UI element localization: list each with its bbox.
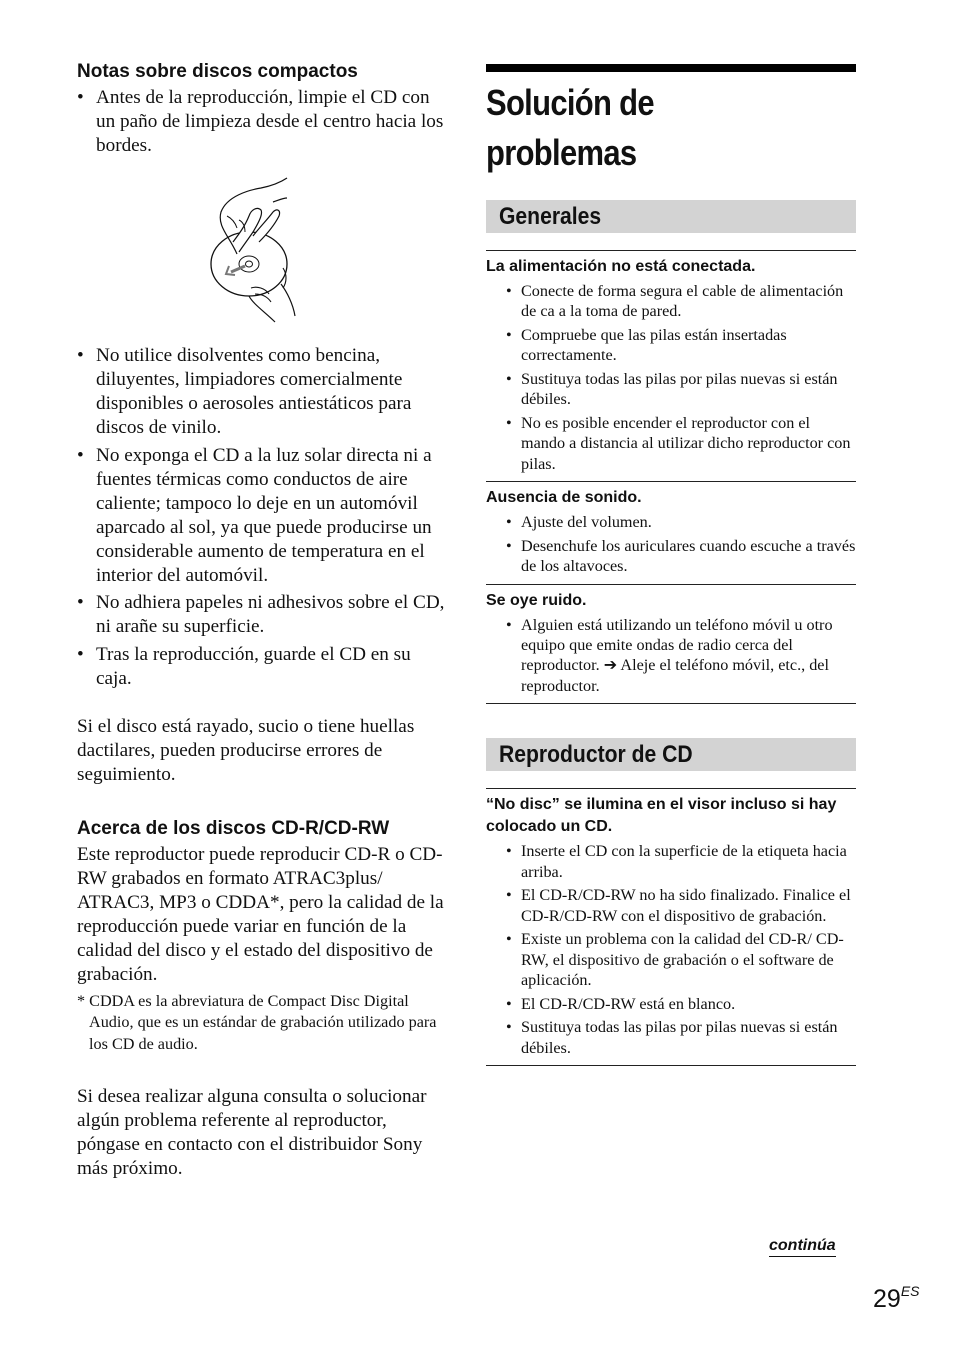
section-heading-reproductor [486,738,856,771]
list-item: • El CD-R/CD-RW no ha sido finalizado. Finalice el CD-R/CD-RW con el dispositivo de grabación. [486,885,856,926]
cd-cleaning-illustration-icon [209,176,305,324]
footnote: * CDDA es la abreviatura de Compact Disc Digital Audio, que es un estándar de grabación utilizado para los CD de audio. [77,991,437,1053]
cdr-heading: Acerca de los discos CD-R/CD-RW [77,817,390,839]
continued-label: continúa [769,1236,836,1257]
solution-list [486,615,856,697]
title-bar [486,64,856,72]
section-heading-label: Reproductor de CD [499,741,693,769]
left-column [77,58,447,1181]
page-number-value: 29 [873,1285,901,1313]
list-item: • No exponga el CD a la luz solar directa ni a fuentes térmicas como conductos de aire caliente; tampoco lo deje en un automóvil aparcado al sol, ya que puede producirse un considerable aumento de temperatura en el interior del automóvil. [77,444,447,588]
list-item: • Ajuste del volumen. [486,512,856,532]
divider [486,481,856,482]
list-item: • Tras la reproducción, guarde el CD en su caja. [77,643,447,691]
page-number [873,1276,920,1314]
problem-title: Ausencia de sonido. [486,489,642,507]
list-item: • Compruebe que las pilas están insertadas correctamente. [486,325,856,366]
cdr-paragraph: Este reproductor puede reproducir CD-R o CD-RW grabados en formato ATRAC3plus/ ATRAC3, MP3 o CDDA*, pero la calidad de la reproducción puede variar en función de la calidad del disco y el estado del dispositivo de grabación. [77,843,444,985]
divider [486,1065,856,1066]
divider [486,788,856,789]
list-item: • No utilice disolventes como bencina, diluyentes, limpiadores comercialmente disponibles o aerosoles antiestáticos para discos de vinilo. [77,344,447,440]
divider [486,250,856,251]
list-item: • Sustituya todas las pilas por pilas nuevas si están débiles. [486,1017,856,1058]
list-item: • Conecte de forma segura el cable de alimentación de ca a la toma de pared. [486,281,856,322]
problem-title: “No disc” se ilumina en el visor incluso si hay colocado un CD. [486,796,837,836]
notes-list-top [77,86,447,158]
notes-heading: Notas sobre discos compactos [77,61,358,82]
problem-title: Se oye ruido. [486,591,587,609]
section-heading-label: Generales [499,203,602,230]
list-item: • No adhiera papeles ni adhesivos sobre el CD, ni arañe su superficie. [77,591,447,639]
page-title: Solución de problemas [486,82,654,173]
list-item: • No es posible encender el reproductor con el mando a distancia al utilizar dicho reproductor con pilas. [486,413,856,474]
list-item: • Alguien está utilizando un teléfono móvil u otro equipo que emite ondas de radio cerca del reproductor. ➔ Aleje el teléfono móvil, etc., del reproductor. [486,615,856,697]
list-item: • Inserte el CD con la superficie de la etiqueta hacia arriba. [486,841,856,882]
scratch-paragraph: Si el disco está rayado, sucio o tiene huellas dactilares, pueden producirse errores de seguimiento. [77,715,415,785]
divider [486,584,856,585]
list-item: • Antes de la reproducción, limpie el CD con un paño de limpieza desde el centro hacia los bordes. [77,86,447,158]
solution-list [486,281,856,474]
page-number-suffix: ES [900,1283,920,1299]
list-item: • Sustituya todas las pilas por pilas nuevas si están débiles. [486,369,856,410]
list-item: • Desenchufe los auriculares cuando escuche a través de los altavoces. [486,536,856,577]
list-item: • El CD-R/CD-RW está en blanco. [486,994,856,1014]
problem-title: La alimentación no está conectada. [486,258,756,275]
section-heading-generales [486,200,856,233]
solution-list [486,512,856,576]
solution-list [486,841,856,1058]
divider [486,703,856,704]
notes-list-bottom [77,344,447,691]
contact-paragraph: Si desea realizar alguna consulta o solucionar algún problema referente al reproductor, póngase en contacto con el distribuidor Sony más próximo. [77,1086,427,1180]
list-item: • Existe un problema con la calidad del CD-R/ CD-RW, el dispositivo de grabación o el software de aplicación. [486,929,856,990]
right-column [486,64,856,1066]
